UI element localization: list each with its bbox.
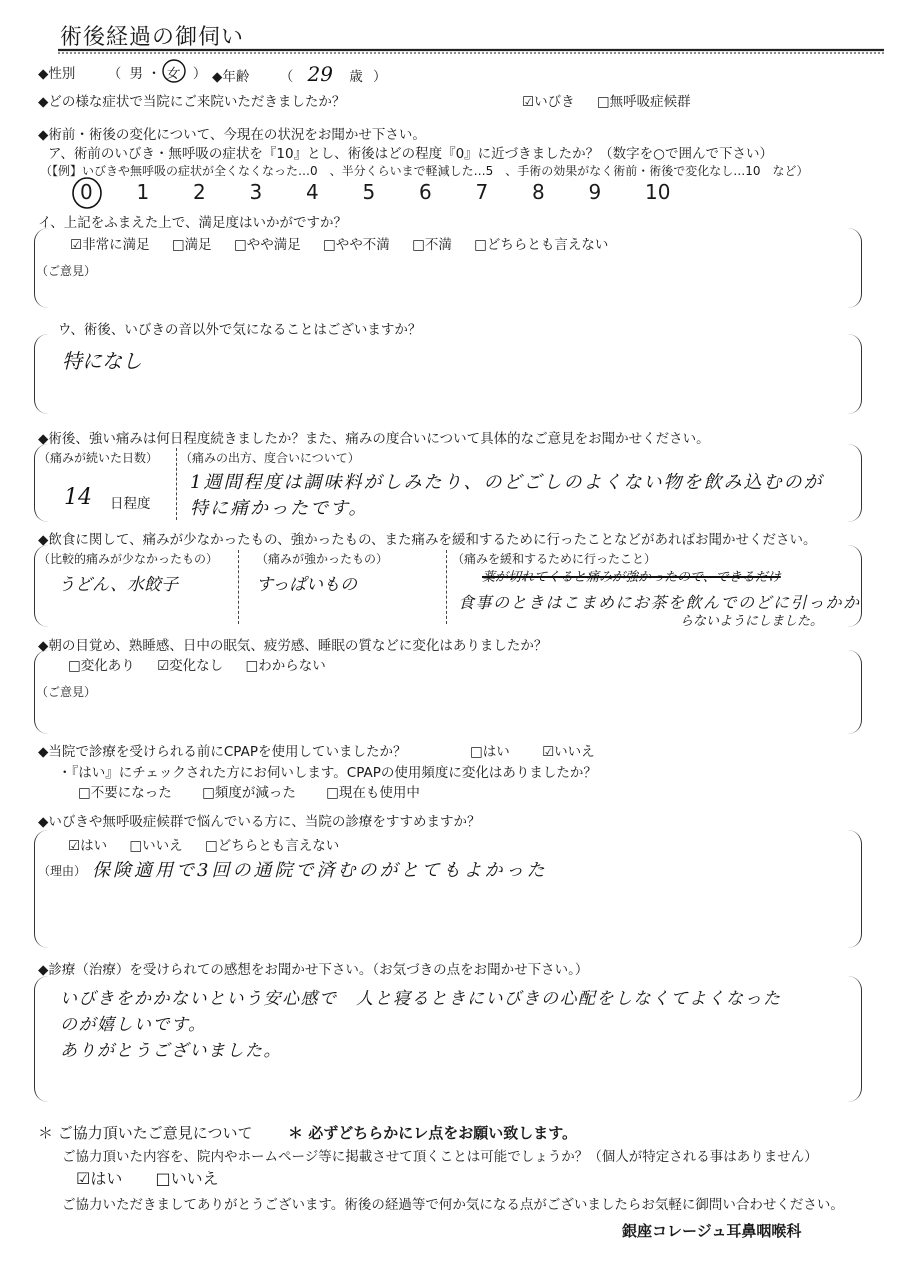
q2-example: （【例】いびきや無呼吸の症状が全くなくなった…0 、半分くらいまで軽減した…5 、手術の効果がなく術前・術後で変化なし…10 など）: [40, 164, 809, 178]
gender-close: ）: [192, 66, 207, 82]
footer-consent-title: ＊ ご協力頂いたご意見について: [38, 1124, 253, 1142]
q8-option-no[interactable]: ☑いいえ: [542, 744, 595, 760]
q2-a-text: ア、術前のいびき・無呼吸の症状を『10』とし、術後はどの程度『0』に近づきましたか？（数字を○で囲んで下さい）: [48, 146, 773, 162]
scale-0[interactable]: 0: [80, 180, 93, 204]
q6-strong-label: （痛みが強かったもの）: [256, 552, 389, 566]
footer-thanks: ご協力いただきましてありがとうございます。術後の経過等で何か気になる点がございましたらお気軽に御問い合わせください。: [62, 1197, 844, 1213]
q7-options: [68, 654, 344, 674]
q3-option-neutral[interactable]: □どちらとも言えない: [474, 237, 609, 253]
q7-option-unknown[interactable]: □わからない: [245, 658, 326, 674]
scale-6[interactable]: 6: [419, 180, 432, 204]
gender-label: ◆性別: [38, 66, 76, 82]
q8-sub-text: ・『はい』にチェックされた方にお伺いします。CPAPの使用頻度に変化はありましたか？: [58, 765, 597, 781]
q5-text: ◆術後、強い痛みは何日程度続きましたか？また、痛みの度合いについて具体的なご意見をお聞かせください。: [38, 431, 710, 447]
q8-option-yes[interactable]: □はい: [470, 744, 510, 760]
q9-text: ◆いびきや無呼吸症候群で悩んでいる方に、当院の診療をすすめますか？: [38, 814, 481, 830]
q3-options: [70, 233, 626, 253]
q2-scale: [80, 180, 702, 204]
q10-line1[interactable]: いびきをかかないという安心感で 人と寝るときにいびきの心配をしなくてよくなった: [60, 989, 782, 1009]
q3-option-very-satisfied[interactable]: ☑非常に満足: [70, 237, 150, 253]
age-open: （: [279, 69, 294, 85]
scale-4[interactable]: 4: [306, 180, 319, 204]
footer-option-no[interactable]: □いいえ: [155, 1169, 219, 1188]
q7-option-changed[interactable]: □変化あり: [68, 658, 135, 674]
q10-line3[interactable]: ありがとうございました。: [60, 1041, 282, 1061]
q10-text: ◆診療（治療）を受けられての感想をお聞かせ下さい。（お気づきの点をお聞かせ下さい。）: [38, 962, 589, 978]
scale-3[interactable]: 3: [249, 180, 263, 204]
footer-clinic-name: 銀座コレージュ耳鼻咽喉科: [622, 1222, 802, 1240]
q8-sub-option-reduced[interactable]: □頻度が減った: [202, 785, 296, 801]
q1-option-snoring[interactable]: ☑いびき: [522, 94, 575, 110]
q9-option-neutral[interactable]: □どちらとも言えない: [204, 838, 340, 854]
q5-days-value[interactable]: 14: [64, 485, 92, 510]
scale-8[interactable]: 8: [532, 180, 545, 204]
age-label: ◆年齢: [212, 69, 250, 85]
q6-text: ◆飲食に関して、痛みが少なかったもの、強かったもの、また痛みを緩和するために行ったことなどがあればお聞かせください。: [38, 532, 817, 548]
q6-relief-label: （痛みを緩和するために行ったこと）: [452, 552, 657, 566]
q6-divider-2: [446, 550, 447, 624]
scale-1[interactable]: 1: [136, 180, 150, 204]
q6-strong-answer[interactable]: すっぱいもの: [256, 575, 357, 595]
q1-option-apnea[interactable]: □無呼吸症候群: [596, 94, 691, 110]
q8-text: ◆当院で診療を受けられる前にCPAPを使用していましたか？: [38, 744, 407, 760]
footer-options: [76, 1166, 237, 1189]
q7-option-unchanged[interactable]: ☑変化なし: [157, 658, 224, 674]
q8-sub-option-still-using[interactable]: □現在も使用中: [326, 785, 420, 801]
q3-comment-label: （ご意見）: [36, 264, 97, 278]
scale-2[interactable]: 2: [193, 180, 206, 204]
age-unit: 歳: [349, 69, 363, 85]
gender-female[interactable]: 女: [165, 66, 179, 82]
q5-detail-line2[interactable]: 特に痛かったです。: [190, 498, 369, 519]
gender-open: （: [107, 66, 122, 82]
q3-option-satisfied[interactable]: □満足: [171, 237, 212, 253]
q8-options: [470, 740, 613, 760]
footer-consent-question: ご協力頂いた内容を、院内やホームページ等に掲載させて頂くことは可能でしょうか？（個人が特定される事はありません）: [62, 1149, 818, 1165]
age-row: [212, 62, 387, 86]
q4-answer[interactable]: 特になし: [62, 349, 142, 373]
scale-9[interactable]: 9: [588, 180, 602, 204]
q6-less-answer[interactable]: うどん、水餃子: [58, 575, 179, 595]
q5-days-label: （痛みが続いた日数）: [38, 451, 159, 465]
q2-text: ◆術前・術後の変化について、今現在の状況をお聞かせ下さい。: [38, 127, 426, 143]
q7-comment-label: （ご意見）: [36, 685, 97, 699]
age-close: ）: [373, 69, 387, 85]
footer-option-yes[interactable]: ☑はい: [76, 1169, 123, 1188]
gender-dot: ・: [147, 66, 161, 82]
q5-detail-label: （痛みの出方、度合いについて）: [180, 451, 360, 465]
q3-option-somewhat-dissatisfied[interactable]: □やや不満: [323, 237, 390, 253]
q6-relief-line2[interactable]: らないようにしました。: [680, 614, 824, 629]
q1-options: [522, 90, 709, 110]
q9-reason-answer[interactable]: 保険適用で3回の通院で済むのがとてもよかった: [92, 860, 548, 881]
q10-line2[interactable]: のが嬉しいです。: [60, 1015, 207, 1035]
footer-consent-note: ＊ 必ずどちらかにレ点をお願い致します。: [288, 1124, 578, 1142]
q7-text: ◆朝の目覚め、熟睡感、日中の眠気、疲労感、睡眠の質などに変化はありましたか？: [38, 638, 548, 654]
q6-relief-line1[interactable]: 食事のときはこまめにお茶を飲んでのどに引っかか: [458, 593, 861, 612]
q5-divider: [176, 448, 177, 520]
q3-text: イ、上記をふまえた上で、満足度はいかがですか？: [38, 215, 348, 231]
scale-10[interactable]: 10: [645, 180, 671, 204]
q5-days-unit: 日程度: [110, 496, 151, 512]
q9-options: [68, 834, 357, 854]
q8-sub-options: [78, 781, 438, 801]
q4-box: [34, 334, 862, 414]
q9-option-yes[interactable]: ☑はい: [68, 838, 108, 854]
scale-7[interactable]: 7: [475, 180, 489, 204]
q6-less-label: （比較的痛みが少なかったもの）: [38, 552, 219, 566]
q9-reason-label: （理由）: [38, 864, 87, 878]
page-title: 術後経過の御伺い: [60, 25, 245, 50]
q6-relief-struck[interactable]: 薬が切れてくると痛みが強かったので、できるだけ: [482, 570, 781, 585]
gender-row: [38, 62, 206, 82]
q5-detail-line1[interactable]: 1週間程度は調味料がしみたり、のどごしのよくない物を飲み込むのが: [190, 472, 824, 493]
age-value[interactable]: 29: [307, 62, 333, 86]
q8-sub-option-not-needed[interactable]: □不要になった: [78, 785, 172, 801]
q3-option-somewhat-satisfied[interactable]: □やや満足: [233, 237, 301, 253]
q6-divider-1: [238, 550, 239, 624]
gender-male[interactable]: 男: [129, 66, 143, 82]
q3-option-dissatisfied[interactable]: □不満: [412, 237, 452, 253]
q9-option-no[interactable]: □いいえ: [129, 838, 183, 854]
q1-text: ◆どの様な症状で当院にご来院いただきましたか？: [38, 94, 346, 110]
q4-text: ウ、術後、いびきの音以外で気になることはございますか？: [58, 322, 422, 338]
scale-5[interactable]: 5: [362, 180, 376, 204]
